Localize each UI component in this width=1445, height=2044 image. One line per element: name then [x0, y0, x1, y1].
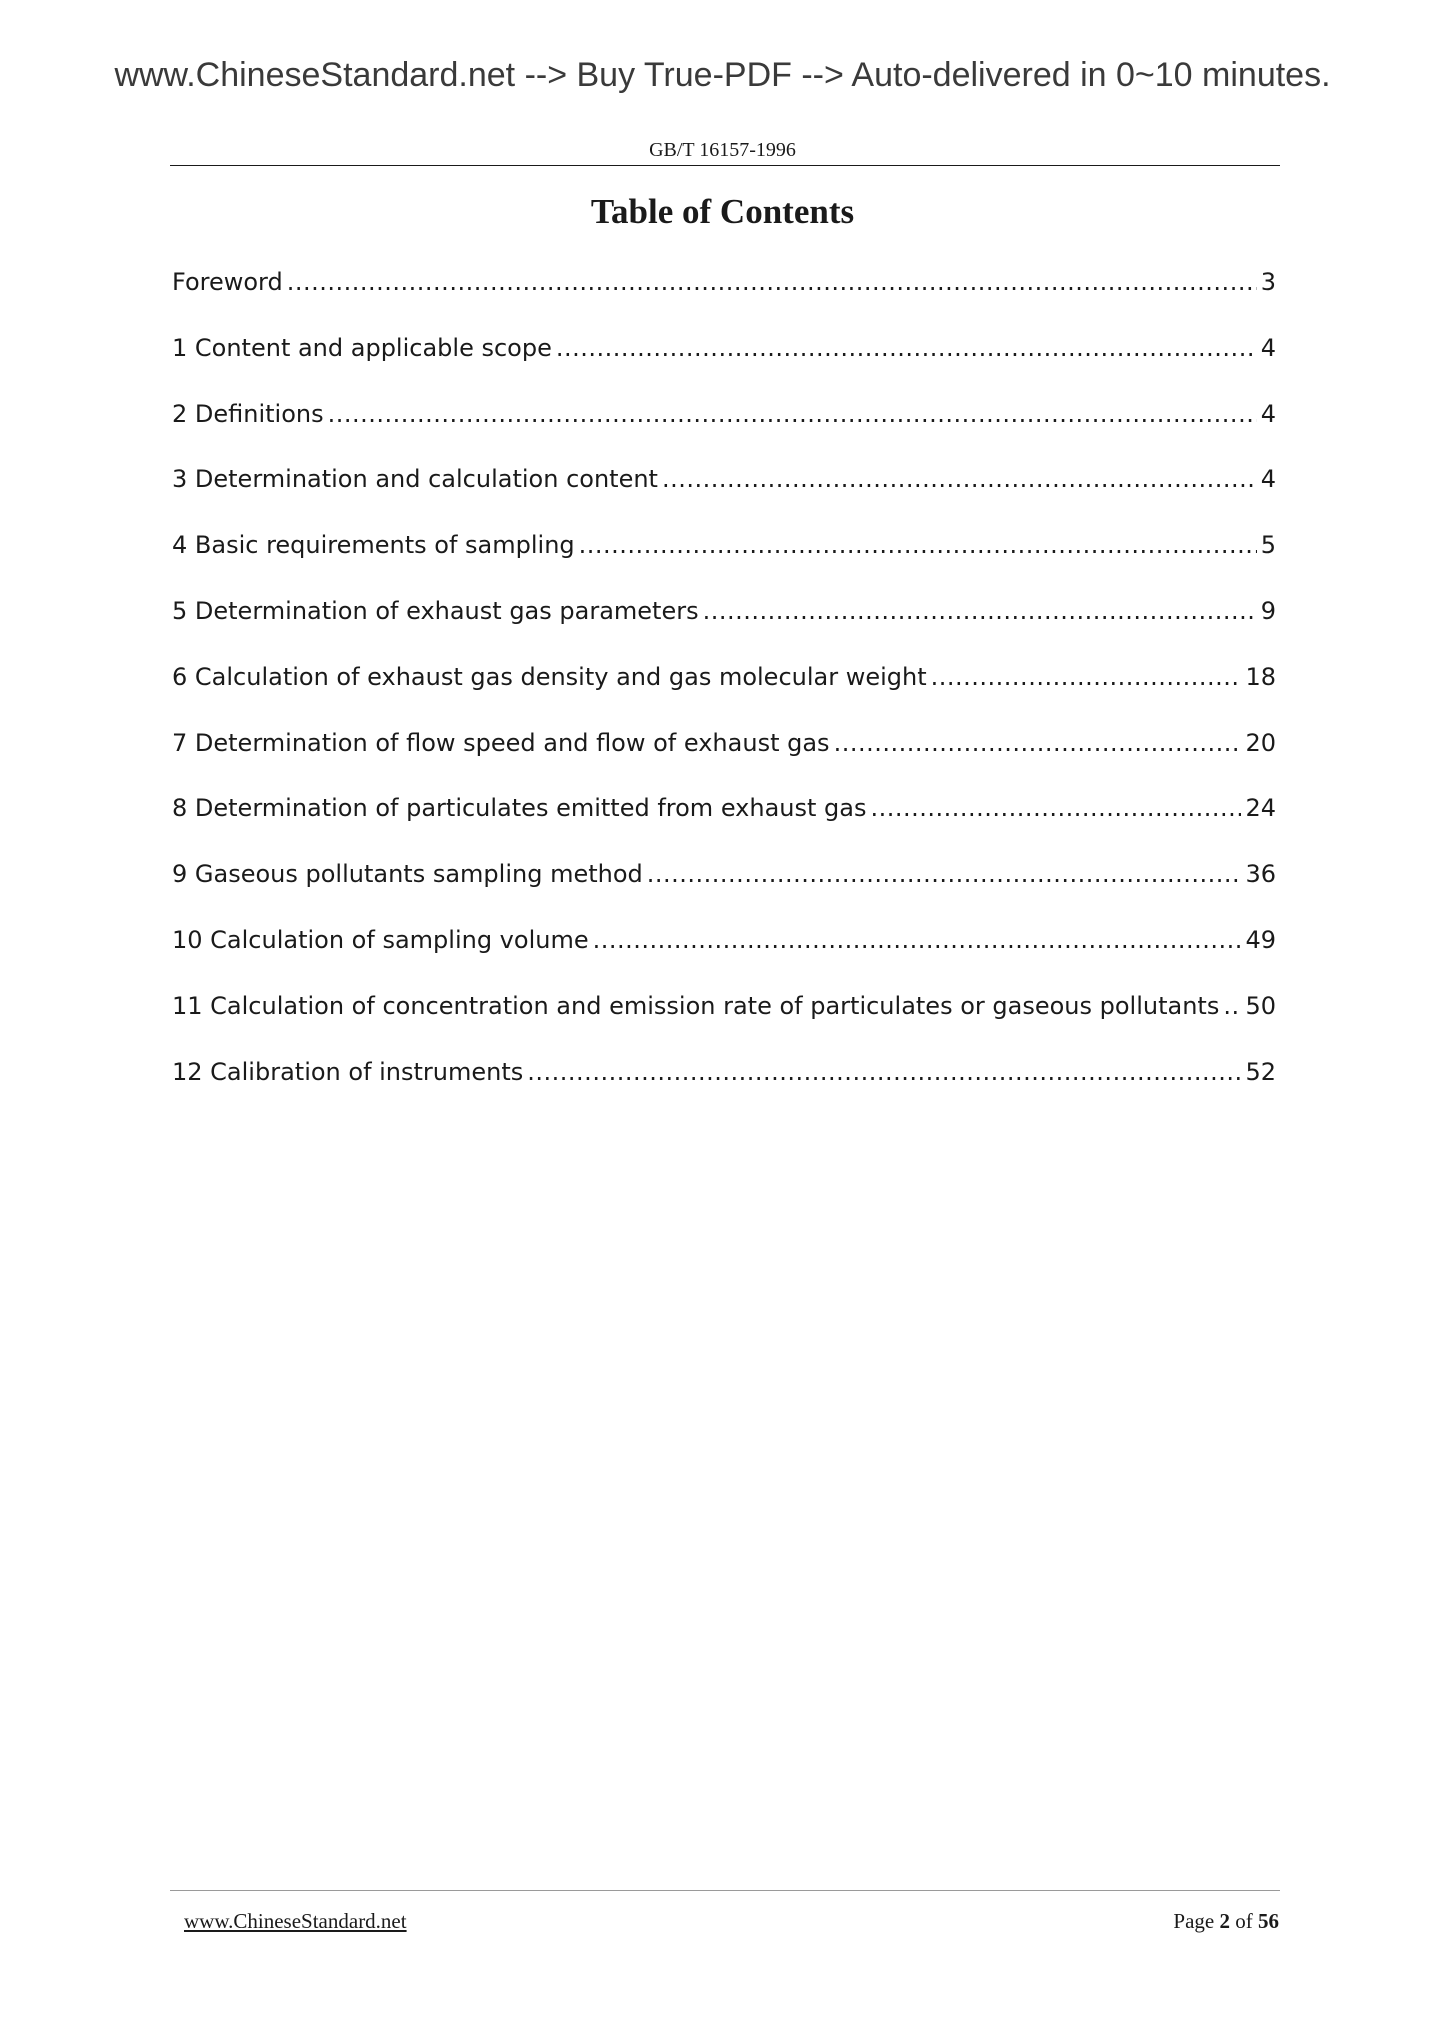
page-of-label: of [1235, 1909, 1253, 1933]
toc-entry-text: Foreword [172, 268, 283, 296]
toc-dot-leader [834, 729, 1242, 757]
toc-entry-page: 5 [1260, 531, 1276, 560]
toc-entry-7[interactable] [172, 729, 1276, 795]
promo-banner-link[interactable]: www.ChineseStandard.net --> Buy True-PDF --> Auto-delivered in 0~10 minutes. [114, 56, 1331, 94]
footer-divider [170, 1890, 1280, 1891]
toc-dot-leader [703, 597, 1257, 625]
toc-dot-leader [662, 465, 1257, 493]
toc-entry-text: 9 Gaseous pollutants sampling method [172, 860, 643, 889]
toc-entry-9[interactable] [172, 860, 1276, 926]
page-total: 56 [1258, 1909, 1279, 1933]
toc-entry-page: 18 [1245, 662, 1276, 691]
toc-dot-leader [647, 860, 1242, 888]
toc-entry-page: 36 [1245, 860, 1276, 889]
toc-entry-2[interactable] [172, 400, 1276, 466]
toc-dot-leader [527, 1058, 1241, 1086]
toc-entry-8[interactable] [172, 794, 1276, 860]
toc-entry-12[interactable] [172, 1058, 1276, 1124]
toc-dot-leader [287, 268, 1257, 296]
toc-entry-text: 2 Definitions [172, 399, 324, 428]
toc-entry-6[interactable] [172, 663, 1276, 729]
toc-entry-text: 10 Calculation of sampling volume [172, 925, 589, 954]
toc-entry-page: 9 [1260, 596, 1276, 625]
toc-entry-page: 49 [1245, 925, 1276, 954]
toc-dot-leader [931, 663, 1242, 691]
table-of-contents [172, 268, 1276, 1123]
toc-entry-4[interactable] [172, 531, 1276, 597]
toc-entry-text: 12 Calibration of instruments [172, 1057, 524, 1086]
toc-entry-page: 50 [1245, 991, 1276, 1020]
toc-entry-page: 4 [1260, 333, 1276, 362]
page-current: 2 [1219, 1909, 1230, 1933]
toc-dot-leader [556, 334, 1257, 362]
toc-entry-page: 20 [1245, 728, 1276, 757]
page-number [1173, 1909, 1279, 1934]
toc-entry-5[interactable] [172, 597, 1276, 663]
toc-entry-text: 7 Determination of flow speed and flow of exhaust gas [172, 728, 830, 757]
footer-site-link[interactable]: www.ChineseStandard.net [184, 1909, 407, 1933]
toc-entry-11[interactable] [172, 992, 1276, 1058]
toc-entry-3[interactable] [172, 465, 1276, 531]
toc-dot-leader [870, 794, 1241, 822]
toc-entry-text: 8 Determination of particulates emitted from exhaust gas [172, 794, 867, 823]
toc-entry-page: 3 [1260, 268, 1276, 296]
toc-dot-leader [1223, 992, 1241, 1020]
toc-entry-text: 5 Determination of exhaust gas parameters [172, 596, 699, 625]
toc-entry-text: 1 Content and applicable scope [172, 333, 552, 362]
toc-entry-text: 3 Determination and calculation content [172, 465, 658, 494]
toc-entry-foreword[interactable] [172, 268, 1276, 334]
toc-dot-leader [593, 926, 1242, 954]
header-divider [170, 165, 1280, 166]
toc-entry-page: 52 [1245, 1057, 1276, 1086]
toc-entry-1[interactable] [172, 334, 1276, 400]
document-code-header: GB/T 16157-1996 [649, 139, 796, 161]
toc-entry-page: 24 [1245, 794, 1276, 823]
page-label: Page [1173, 1909, 1215, 1933]
page-title: Table of Contents [590, 192, 855, 231]
toc-entry-text: 11 Calculation of concentration and emission rate of particulates or gaseous pollutants [172, 991, 1220, 1020]
toc-dot-leader [328, 400, 1257, 428]
toc-entry-text: 4 Basic requirements of sampling [172, 531, 575, 560]
toc-entry-10[interactable] [172, 926, 1276, 992]
toc-entry-text: 6 Calculation of exhaust gas density and gas molecular weight [172, 662, 927, 691]
toc-entry-page: 4 [1260, 465, 1276, 494]
toc-entry-page: 4 [1260, 399, 1276, 428]
toc-dot-leader [579, 531, 1257, 559]
